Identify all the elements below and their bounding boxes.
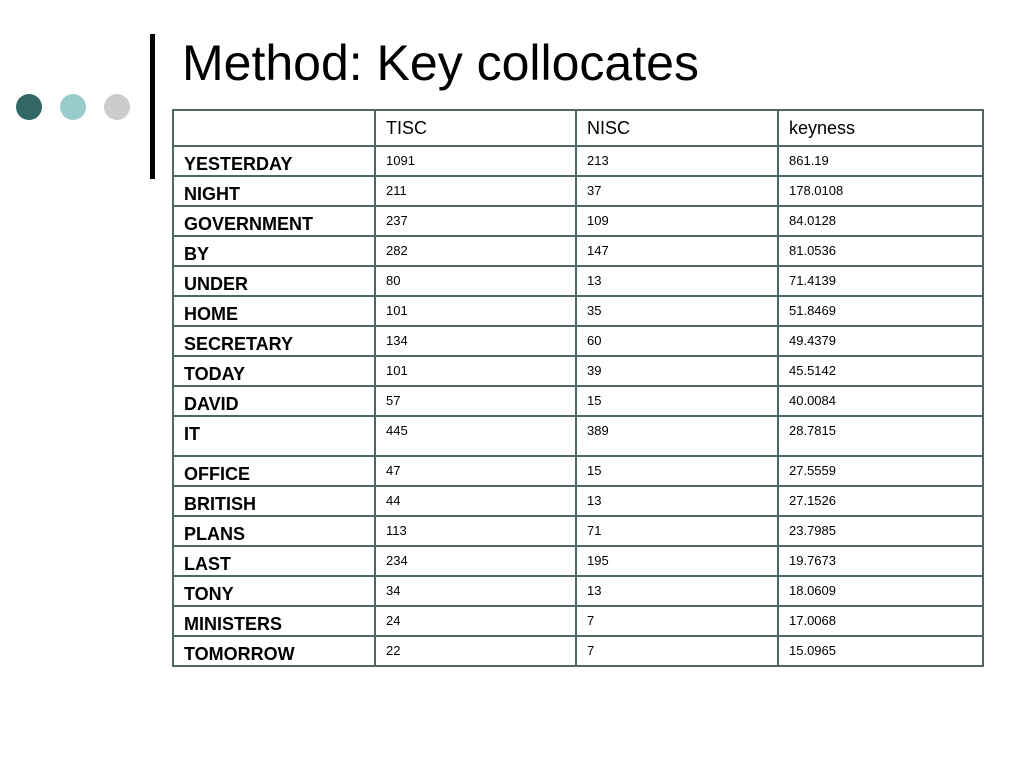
row-keyness: 18.0609	[778, 576, 983, 606]
row-nisc: 13	[576, 266, 778, 296]
row-keyness: 84.0128	[778, 206, 983, 236]
row-word: IT	[173, 416, 375, 456]
row-nisc: 13	[576, 486, 778, 516]
table-row	[173, 146, 983, 176]
title-divider-bar	[150, 34, 155, 179]
row-nisc: 39	[576, 356, 778, 386]
row-keyness: 27.1526	[778, 486, 983, 516]
header-nisc: NISC	[576, 110, 778, 146]
table-row	[173, 486, 983, 516]
row-word: TONY	[173, 576, 375, 606]
row-tisc: 101	[375, 356, 576, 386]
row-keyness: 51.8469	[778, 296, 983, 326]
row-nisc: 60	[576, 326, 778, 356]
row-nisc: 7	[576, 636, 778, 666]
row-tisc: 1091	[375, 146, 576, 176]
row-keyness: 23.7985	[778, 516, 983, 546]
row-word: SECRETARY	[173, 326, 375, 356]
row-tisc: 101	[375, 296, 576, 326]
table-header-row	[173, 110, 983, 146]
row-tisc: 237	[375, 206, 576, 236]
table-row	[173, 176, 983, 206]
row-nisc: 13	[576, 576, 778, 606]
row-tisc: 34	[375, 576, 576, 606]
row-word: TOMORROW	[173, 636, 375, 666]
row-nisc: 71	[576, 516, 778, 546]
row-nisc: 109	[576, 206, 778, 236]
table-row	[173, 206, 983, 236]
table-row	[173, 636, 983, 666]
row-tisc: 211	[375, 176, 576, 206]
row-word: OFFICE	[173, 456, 375, 486]
row-tisc: 47	[375, 456, 576, 486]
table-row	[173, 606, 983, 636]
table-body	[173, 146, 983, 666]
row-keyness: 17.0068	[778, 606, 983, 636]
table-row	[173, 236, 983, 266]
decor-dot-dark	[16, 94, 42, 120]
table-row	[173, 326, 983, 356]
row-word: GOVERNMENT	[173, 206, 375, 236]
row-tisc: 22	[375, 636, 576, 666]
row-tisc: 234	[375, 546, 576, 576]
row-keyness: 40.0084	[778, 386, 983, 416]
row-nisc: 195	[576, 546, 778, 576]
row-keyness: 15.0965	[778, 636, 983, 666]
row-keyness: 27.5559	[778, 456, 983, 486]
row-keyness: 71.4139	[778, 266, 983, 296]
table-row	[173, 546, 983, 576]
collocates-table	[172, 109, 984, 667]
table-row	[173, 516, 983, 546]
row-tisc: 24	[375, 606, 576, 636]
row-nisc: 213	[576, 146, 778, 176]
row-tisc: 80	[375, 266, 576, 296]
table-row	[173, 576, 983, 606]
header-keyness: keyness	[778, 110, 983, 146]
slide-title: Method: Key collocates	[182, 35, 699, 91]
table-row	[173, 386, 983, 416]
header-tisc: TISC	[375, 110, 576, 146]
row-keyness: 19.7673	[778, 546, 983, 576]
row-word: HOME	[173, 296, 375, 326]
row-keyness: 28.7815	[778, 416, 983, 456]
decor-dot-light	[60, 94, 86, 120]
table-row	[173, 356, 983, 386]
row-word: PLANS	[173, 516, 375, 546]
row-tisc: 57	[375, 386, 576, 416]
decor-dot-grey	[104, 94, 130, 120]
row-tisc: 282	[375, 236, 576, 266]
row-word: TODAY	[173, 356, 375, 386]
table-row	[173, 296, 983, 326]
row-tisc: 113	[375, 516, 576, 546]
row-keyness: 861.19	[778, 146, 983, 176]
row-nisc: 15	[576, 386, 778, 416]
row-nisc: 7	[576, 606, 778, 636]
row-word: LAST	[173, 546, 375, 576]
table-row	[173, 266, 983, 296]
header-word	[173, 110, 375, 146]
row-tisc: 445	[375, 416, 576, 456]
row-nisc: 37	[576, 176, 778, 206]
table-row	[173, 456, 983, 486]
row-word: MINISTERS	[173, 606, 375, 636]
row-tisc: 134	[375, 326, 576, 356]
row-nisc: 15	[576, 456, 778, 486]
row-word: UNDER	[173, 266, 375, 296]
row-word: YESTERDAY	[173, 146, 375, 176]
row-nisc: 35	[576, 296, 778, 326]
row-keyness: 81.0536	[778, 236, 983, 266]
row-nisc: 147	[576, 236, 778, 266]
table-row	[173, 416, 983, 456]
row-tisc: 44	[375, 486, 576, 516]
row-nisc: 389	[576, 416, 778, 456]
row-word: BY	[173, 236, 375, 266]
row-word: DAVID	[173, 386, 375, 416]
row-keyness: 178.0108	[778, 176, 983, 206]
row-keyness: 49.4379	[778, 326, 983, 356]
row-keyness: 45.5142	[778, 356, 983, 386]
row-word: BRITISH	[173, 486, 375, 516]
row-word: NIGHT	[173, 176, 375, 206]
